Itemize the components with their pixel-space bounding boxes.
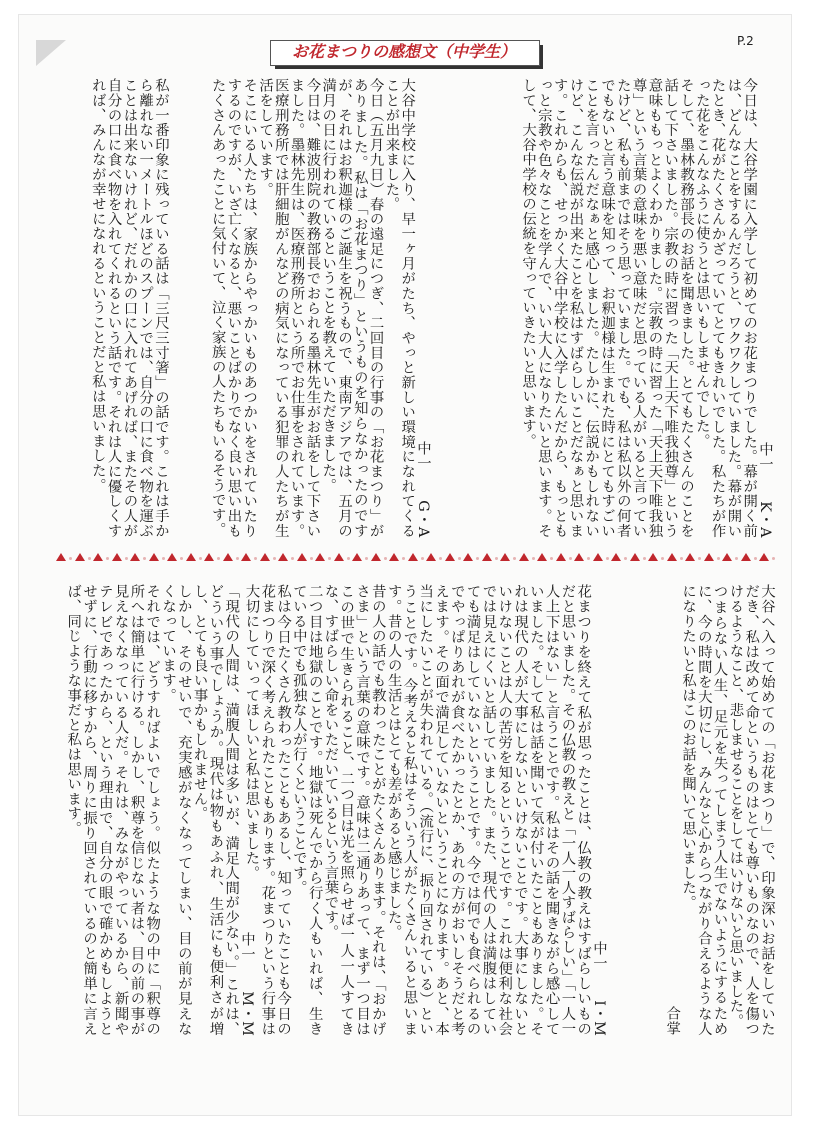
essay-paragraph: 大谷中学校に入り、早一ヶ月がたち、やっと新しい環境になれてくることが出来ました。 [383, 78, 416, 538]
divider-triangle [445, 553, 455, 561]
essay-paragraph: 大谷へ入って始めての「お花まつり」で、印象深いお話をしていただき、私は改めて命というものはとても尊いものなので、人を傷つけるようなこと、悲しませることをしてはいけないと思いました。 [727, 584, 775, 1036]
divider-dot [143, 557, 146, 560]
divider-dot [273, 557, 276, 560]
essay-paragraph: 昔の人の話でも教わったことがたくさんあります。それは、「おかげさま」という言葉の意味です。意味は二通りあって、まず一つ目はこの世で生きられること、二つ目は光を照らせば一人一人すてきな、すばらしい命をいただいているという言葉です。 [322, 584, 386, 1036]
divider-triangle [537, 553, 547, 561]
divider-dot [680, 557, 683, 560]
divider-dot [421, 557, 424, 560]
divider-dot [643, 557, 646, 560]
essay-ga-part2 [56, 78, 168, 538]
essay-closing-gassho: 合掌 [664, 1006, 681, 1036]
divider-triangle [75, 553, 85, 561]
essay-paragraph: 今日（五月九日）春の遠足につぎ、二回目の行事の「お花まつり」がありました。私は「お花まつり」というものを知らなかったのですが、それはお釈迦様のご誕生を祝うもので、東南アジアでは、五月の満月の日に行われているということを教えていただきました。 [320, 78, 384, 538]
essay-ga-part3 [628, 584, 774, 1036]
divider-dot [550, 557, 553, 560]
divider-triangle [315, 553, 325, 561]
divider-dot [69, 557, 72, 560]
divider-triangle [408, 553, 418, 561]
divider-triangle [426, 553, 436, 561]
divider-triangle [556, 553, 566, 561]
divider-dot [495, 557, 498, 560]
divider-triangle [611, 553, 621, 561]
author-mm: 中一 M・M [239, 931, 255, 1036]
divider-triangle [574, 553, 584, 561]
essay-paragraph: それでは、どうすればよいでしょう。似たような物の中に「釈尊の所へは簡単に行ける。しかし、釈尊を信じない者は、目の前の事が見えなくなっている人だ。それは、みながやっているから、新聞やテレビであったから、という理由で、自分の眼で確かめもしようとせずに、行動に移すから、周りに振り回されているのと簡単に言えば、同じような事だと私は思います。 [65, 584, 161, 1036]
page-number: P.2 [737, 34, 754, 48]
essay-ka [452, 78, 772, 538]
divider-triangle [297, 553, 307, 561]
divider-dot [772, 557, 775, 560]
essay-paragraph: そこにいる人たちは、家族からやっかいものあつかいをされていたりするのですが、いざ亡くなると、悪いことばかりでなく良い思い出もたくさんあったことに気付いて、泣く家族の人たちもいるそうです。 [209, 78, 258, 538]
divider-dot [735, 557, 738, 560]
page-corner-mark [36, 40, 66, 66]
author-ka: 中一 K・A [757, 442, 773, 538]
divider-triangle [260, 553, 270, 561]
divider-dot [88, 557, 91, 560]
divider-dot [661, 557, 664, 560]
essay-paragraph: 「現代の人間は、満腹人間は多いが、満足人間が少ない。」これは、どういう事でしょうか。現代は物もあふれ、生活にも便利さが増し、とても良い事かもしれません。 [191, 584, 240, 1036]
essay-ga-part1 [170, 78, 430, 538]
divider-dot [384, 557, 387, 560]
divider-dot [217, 557, 220, 560]
essay-paragraph: 今日は、難波別院の教務部長でおられる墨林先生がお話をして下さいました。墨林先生は、医療刑務所という所でお仕事をされています。医療刑務所では肝細胞がんなどの病気になっている犯罪の人たちが生活をしています。 [257, 78, 321, 538]
divider-dot [347, 557, 350, 560]
divider-dot [587, 557, 590, 560]
essay-paragraph: しかし、そのせいで、充実感がなくなってしまい、目の前が見えなくなっています。 [160, 584, 192, 1036]
essay-paragraph: 私は今日たくさん教わったこともあるし、知っていたことも今日の花まつりで深く考えられたこともあります。花まつりという行事は大切にしていってほしいと私は思いました。 [243, 584, 292, 1036]
divider-dot [606, 557, 609, 560]
divider-dot [717, 557, 720, 560]
divider-triangle [463, 553, 473, 561]
divider-dot [328, 557, 331, 560]
page-title: お花まつりの感想文（中学生） [291, 42, 516, 61]
divider-triangle [112, 553, 122, 561]
divider-triangle [667, 553, 677, 561]
decorative-divider [56, 550, 772, 564]
divider-dot [180, 557, 183, 560]
author-im: 中一 I・M [591, 940, 607, 1036]
divider-triangle [685, 553, 695, 561]
essay-paragraph: そして、墨林教務部長のお話を聞きました。とてもたくさんのことを話して下さいました。宗教の時に習った「天上天下唯我独尊」という意味ももっとよくわかりました。宗教の時に習った「天上天下唯我独尊」という言葉の意味を悪い意味だと思っている人がいると言っていたけど、私も前まではそう思っていました。でも、私は私以外の何者でもないと言う意味を知って、お釈迦様は生まれた時にとてもすごいことを言ったんだなぁと感心しました。たしかに、伝説かもしれないけど、こんな伝説が出来たことを私はすばらしいことだなぁと思います。これからも、せっかく大谷中学校に入学したんだから、もっともっと宗教や色々なことを学んで、いい大人になりたいと思います。そして、大谷中学校の伝統を守っていきたいと思います。 [520, 78, 695, 538]
divider-dot [402, 557, 405, 560]
essay-mm [52, 584, 254, 1036]
essay-paragraph: 私が一番印象に残っている話は「三尺三寸箸」の話です。これは手から離れない一メートルほどのスプーンでは、自分の口に食べ物を運ぶことは出来ないけれど、だれかの口に入れてあげれば、またその人が自分の口に食べ物を入れてくれるという話です。それは人に優しくすれば、みんなが幸せになれるということだと私は思いました。 [89, 78, 169, 538]
essay-paragraph: 今日は、大谷学園に入学して初めてのお花まつりでした。幕が開く前は、どんなことをするんだろうと、ワクワクしていました。幕が開いたとき、花がたくさんかざっていてとてもきれいでした。私たちが作った花をこんなふうに使うとは思いもしませんでした。 [693, 78, 758, 538]
divider-dot [254, 557, 257, 560]
divider-triangle [704, 553, 714, 561]
divider-triangle [759, 553, 769, 561]
divider-triangle [93, 553, 103, 561]
divider-dot [125, 557, 128, 560]
divider-triangle [56, 553, 66, 561]
divider-dot [698, 557, 701, 560]
title-banner [270, 40, 542, 68]
author-ga: 中一 G・A [415, 441, 431, 538]
divider-dot [624, 557, 627, 560]
divider-triangle [389, 553, 399, 561]
divider-dot [310, 557, 313, 560]
divider-triangle [371, 553, 381, 561]
divider-triangle [500, 553, 510, 561]
divider-dot [199, 557, 202, 560]
divider-dot [476, 557, 479, 560]
divider-dot [236, 557, 239, 560]
essay-paragraph: 二つ目は地獄のことです。地獄は死んでから行く人もいれば、生きている中でも孤独な人が行くということです。 [290, 584, 323, 1036]
divider-triangle [648, 553, 658, 561]
divider-triangle [482, 553, 492, 561]
divider-triangle [519, 553, 529, 561]
divider-dot [532, 557, 535, 560]
divider-triangle [722, 553, 732, 561]
divider-triangle [167, 553, 177, 561]
divider-triangle [149, 553, 159, 561]
divider-dot [458, 557, 461, 560]
divider-dot [439, 557, 442, 560]
divider-triangle [334, 553, 344, 561]
divider-dot [291, 557, 294, 560]
divider-triangle [130, 553, 140, 561]
divider-triangle [223, 553, 233, 561]
divider-dot [513, 557, 516, 560]
divider-dot [365, 557, 368, 560]
divider-triangle [278, 553, 288, 561]
essay-paragraph: つまらない人生、足元を失ってしまう人生でないようにするために、今の時間を大切にし、みんなと心からつながり合えるような人になりたいと私はこのお話を聞いて思いました。 [680, 584, 728, 1036]
divider-triangle [241, 553, 251, 561]
divider-triangle [352, 553, 362, 561]
essay-paragraph: 花まつりを終えて私が思ったことは、仏教の教えはすばらしいものだと思いました。その仏教の教えと「一人一人すばらしい」「一人一人上下はない」と言うことです。私はその話を聞きながら感心していました。そして私は話を聞いて気が付いたこともありました。それは現代の人が大事にしないといけないことです。大事にしないといけないことは人の苦労を知るということです。これは便利な社会では見えにくいと話していました。また、現代の人は満腹はしていても満足はしていないということです。今では何でも食べられるのでやっぱりあれが食べたかったとか、あれの方がおいしそうだと考えます。その面で満足していないということになります。あと、本当にしたいことが失われている。（流行に、振り回されている）ということです。今考えると私はそういう人がたくさんいると思います。昔の人の生活とはとても差があると感じました。 [385, 584, 592, 1036]
divider-dot [106, 557, 109, 560]
divider-dot [754, 557, 757, 560]
divider-triangle [741, 553, 751, 561]
divider-dot [569, 557, 572, 560]
divider-triangle [593, 553, 603, 561]
divider-triangle [186, 553, 196, 561]
divider-dot [162, 557, 165, 560]
divider-triangle [204, 553, 214, 561]
divider-triangle [630, 553, 640, 561]
